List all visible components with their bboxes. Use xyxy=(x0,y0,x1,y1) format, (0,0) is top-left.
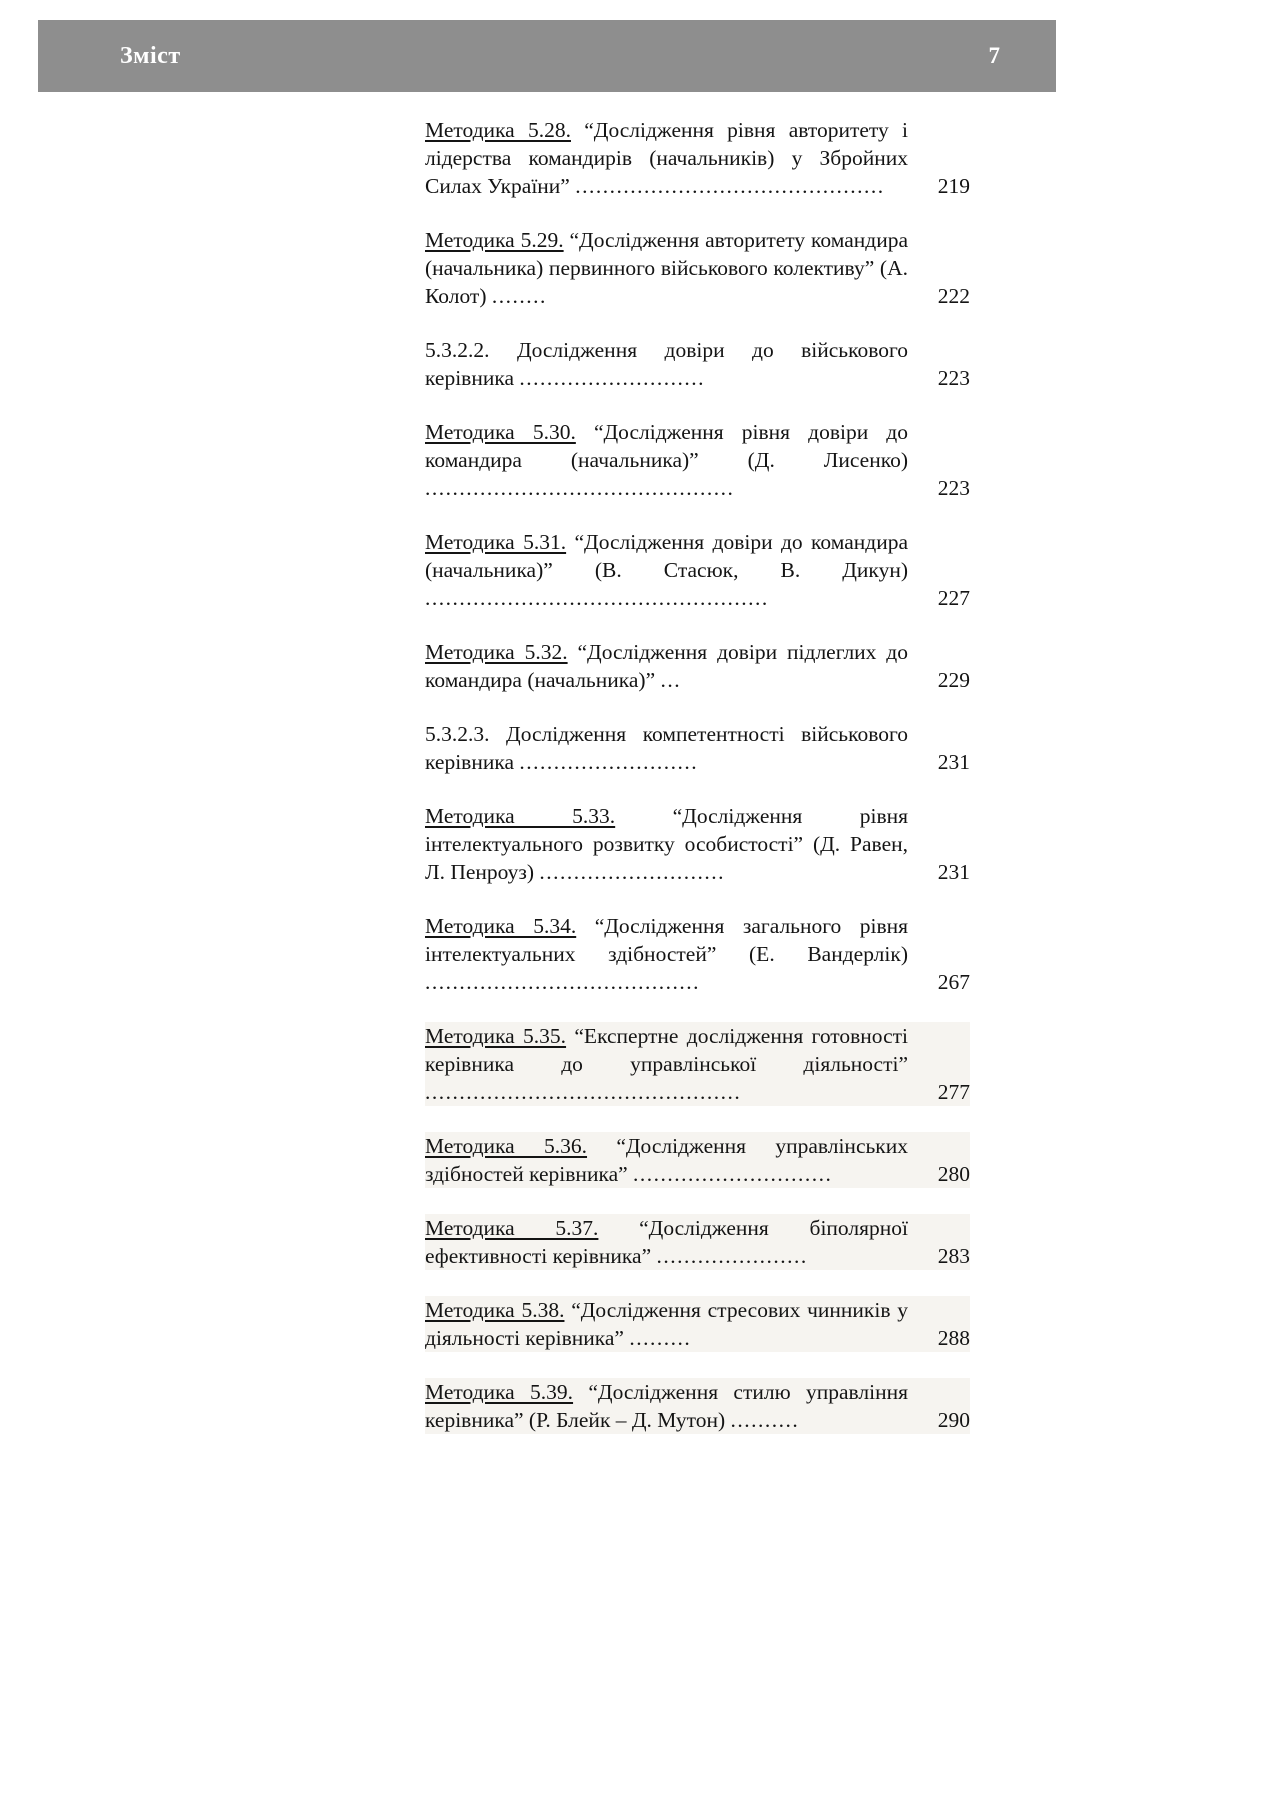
toc-entry xyxy=(425,116,970,200)
dot-leader: .................................................. xyxy=(425,586,769,610)
dot-leader: ...................... xyxy=(656,1244,808,1268)
toc-entry-title: “Дослідження стресових чинників у діяльності керівника” xyxy=(425,1298,908,1350)
toc-entry-page-number: 219 xyxy=(937,174,970,198)
dot-leader: .......................... xyxy=(519,750,699,774)
toc-entry-text xyxy=(425,528,908,612)
dot-leader: ........................... xyxy=(539,860,725,884)
toc-entry-page-number: 267 xyxy=(937,970,970,994)
toc-entry-text xyxy=(425,1132,908,1188)
toc-entry-title: Дослідження довіри до військового керівника xyxy=(425,338,909,390)
toc-entry xyxy=(425,418,970,502)
toc-entry-text xyxy=(425,1214,908,1270)
toc-entry-text xyxy=(425,912,908,996)
toc-entry-text xyxy=(425,638,908,694)
toc-entry-label: 5.3.2.3. xyxy=(425,722,490,746)
toc-entry-label: Методика 5.38. xyxy=(425,1298,565,1322)
toc-entry-text xyxy=(425,720,908,776)
toc-entry-page-number: 280 xyxy=(937,1162,970,1186)
toc-entry-title: “Дослідження рівня інтелектуального розвитку особистості” (Д. Равен, Л. Пенроуз) xyxy=(425,804,909,884)
toc-entry-title: Дослідження компетентності військового керівника xyxy=(425,722,908,774)
toc-entry-page-number: 231 xyxy=(937,860,970,884)
toc-entry-label: Методика 5.36. xyxy=(425,1134,588,1158)
toc-entry-page-number: 229 xyxy=(937,668,970,692)
dot-leader: ............................................. xyxy=(425,476,735,500)
toc-entry-label: Методика 5.31. xyxy=(425,530,567,554)
toc-entry xyxy=(425,720,970,776)
toc-entry-label: Методика 5.32. xyxy=(425,640,568,664)
toc-entry-label: Методика 5.30. xyxy=(425,420,576,444)
toc-entry-title: “Дослідження рівня довіри до командира (начальника)” (Д. Лисенко) xyxy=(425,420,908,472)
dot-leader: .......... xyxy=(730,1408,800,1432)
toc-entry-title: “Дослідження загального рівня інтелектуальних здібностей” (Е. Вандерлік) xyxy=(425,914,909,966)
toc-entry-label: Методика 5.29. xyxy=(425,228,564,252)
toc-entry-label: Методика 5.37. xyxy=(425,1216,599,1240)
toc-entry-text xyxy=(425,1378,908,1434)
toc-entry-title: “Дослідження рівня авторитету і лідерства командирів (начальників) у Збройних Силах України” xyxy=(425,118,908,198)
toc-entry xyxy=(425,1214,970,1270)
dot-leader: .............................................. xyxy=(425,1080,742,1104)
toc-entry xyxy=(425,1378,970,1434)
toc-entry-title: “Дослідження довіри підлеглих до командира (начальника)” xyxy=(425,640,908,692)
toc-entry-title: “Дослідження стилю управління керівника” (Р. Блейк – Д. Мутон) xyxy=(425,1380,908,1432)
toc-entry-page-number: 231 xyxy=(937,750,970,774)
toc-entry xyxy=(425,336,970,392)
toc-entry-title: “Дослідження авторитету командира (начальника) первинного військового колективу” (А. Колот) xyxy=(425,228,908,308)
toc-entry-label: Методика 5.35. xyxy=(425,1024,567,1048)
toc-entry-label: Методика 5.39. xyxy=(425,1380,574,1404)
toc-entry-text xyxy=(425,336,908,392)
toc-entry-text xyxy=(425,802,908,886)
page-title: Зміст xyxy=(120,42,181,69)
header-page-number: 7 xyxy=(988,43,1000,68)
toc-entry-label: Методика 5.34. xyxy=(425,914,577,938)
toc-entry xyxy=(425,528,970,612)
dot-leader: ........ xyxy=(491,284,547,308)
toc-entry-page-number: 277 xyxy=(937,1080,970,1104)
toc-entry-text xyxy=(425,418,908,502)
toc-entry-title: “Дослідження управлінських здібностей керівника” xyxy=(425,1134,908,1186)
toc-entry-text xyxy=(425,1022,908,1106)
toc-entry xyxy=(425,1022,970,1106)
toc-entry-page-number: 227 xyxy=(937,586,970,610)
toc-entry xyxy=(425,638,970,694)
dot-leader: ........................... xyxy=(519,366,706,390)
toc-entry xyxy=(425,912,970,996)
toc-entry-page-number: 283 xyxy=(937,1244,970,1268)
toc-entry-title: “Дослідження довіри до командира (начальника)” (В. Стасюк, В. Дикун) xyxy=(425,530,908,582)
toc-entry xyxy=(425,226,970,310)
dot-leader: ............................. xyxy=(633,1162,833,1186)
toc-entry-title: “Експертне дослідження готовності керівника до управлінської діяльності” xyxy=(425,1024,909,1076)
dot-leader: ............................................. xyxy=(575,174,885,198)
toc-entry-label: 5.3.2.2. xyxy=(425,338,490,362)
dot-leader: ... xyxy=(660,668,682,692)
toc-entry-label: Методика 5.28. xyxy=(425,118,571,142)
toc-entry xyxy=(425,802,970,886)
toc-entry xyxy=(425,1132,970,1188)
toc-entry-page-number: 223 xyxy=(937,476,970,500)
toc-entry xyxy=(425,1296,970,1352)
toc-list xyxy=(425,116,970,1434)
toc-entry-page-number: 222 xyxy=(937,284,970,308)
toc-entry-page-number: 288 xyxy=(937,1326,970,1350)
toc-entry-text xyxy=(425,1296,908,1352)
dot-leader: ......... xyxy=(629,1326,692,1350)
toc-entry-title: “Дослідження біполярної ефективності керівника” xyxy=(425,1216,908,1268)
toc-entry-label: Методика 5.33. xyxy=(425,804,616,828)
toc-entry-page-number: 223 xyxy=(937,366,970,390)
toc-entry-page-number: 290 xyxy=(937,1408,970,1432)
dot-leader: ........................................ xyxy=(425,970,700,994)
toc-entry-text xyxy=(425,226,908,310)
header-bar xyxy=(38,20,1056,92)
toc-entry-text xyxy=(425,116,908,200)
